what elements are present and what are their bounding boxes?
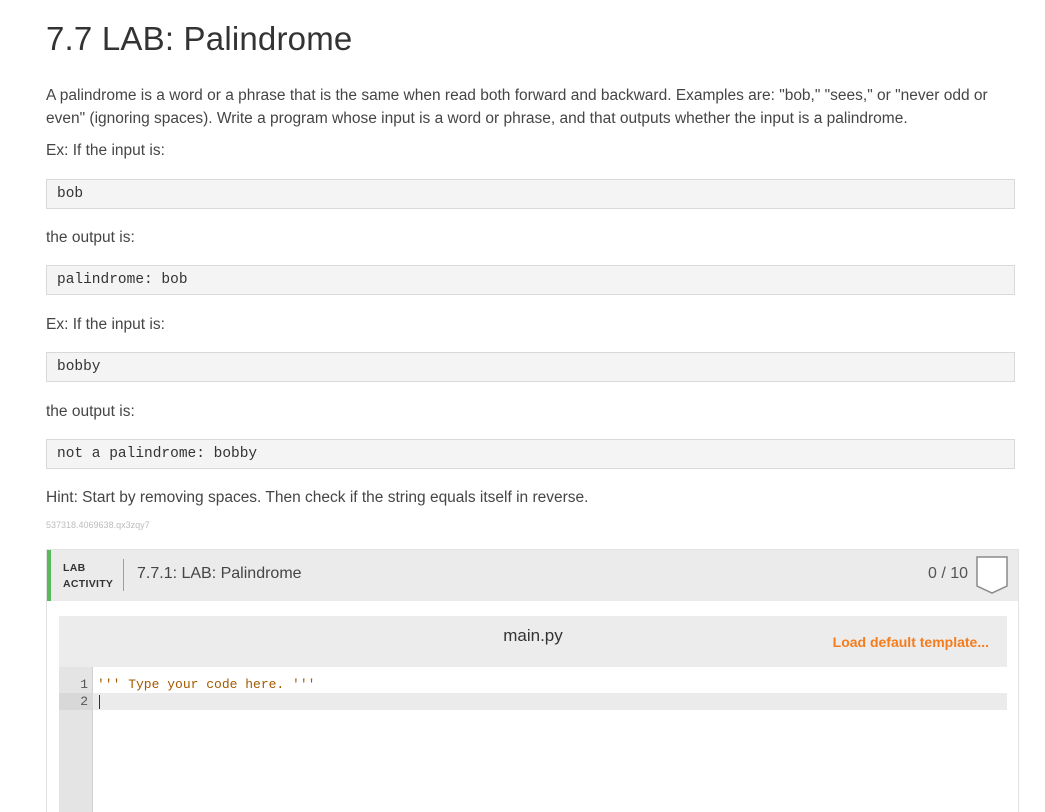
- problem-description: A palindrome is a word or a phrase that is the same when read both forward and backward. Examples are: "bob," "sees," or "never odd or even" (ignoring spaces). Write a program whose input is a word or phrase, and that outputs whether the input is a palindrome.: [46, 87, 988, 127]
- output1-label: the output is:: [46, 229, 135, 246]
- example2-label: Ex: If the input is:: [46, 316, 165, 333]
- editor-toolbar: [59, 616, 1007, 667]
- code-line-active[interactable]: [59, 693, 1007, 710]
- code-editor-panel: [59, 616, 1007, 812]
- load-default-template-link[interactable]: Load default template...: [832, 634, 989, 650]
- code-line[interactable]: [59, 676, 1007, 693]
- lab-activity-tag: [63, 560, 113, 592]
- lab-tag-line1: LAB: [63, 562, 86, 574]
- file-name: main.py: [503, 626, 563, 645]
- example1-input-box: bob: [46, 179, 1015, 209]
- example1-output-box: palindrome: bob: [46, 265, 1015, 295]
- page-title: 7.7 LAB: Palindrome: [46, 20, 353, 57]
- lab-activity-title: 7.7.1: LAB: Palindrome: [137, 565, 302, 582]
- lab-activity-header: [47, 550, 1018, 601]
- content-id: 537318.4069638.qx3zqy7: [46, 520, 150, 530]
- text-cursor: [99, 695, 100, 709]
- hint-text: Hint: Start by removing spaces. Then check if the string equals itself in reverse.: [46, 489, 589, 506]
- lab-activity-panel: [46, 549, 1019, 812]
- line-number: 1: [80, 677, 88, 692]
- example2-input-box: bobby: [46, 352, 1015, 382]
- example1-label: Ex: If the input is:: [46, 142, 165, 159]
- header-divider: [123, 559, 124, 591]
- output2-label: the output is:: [46, 403, 135, 420]
- line-number: 2: [59, 693, 93, 710]
- example2-output-box: not a palindrome: bobby: [46, 439, 1015, 469]
- lab-score: 0 / 10: [927, 565, 968, 582]
- code-line-text: ''' Type your code here. ''': [97, 677, 316, 692]
- completion-shield-icon: [976, 556, 1008, 594]
- lab-tag-line2: ACTIVITY: [63, 578, 114, 590]
- code-editor[interactable]: [59, 667, 1007, 812]
